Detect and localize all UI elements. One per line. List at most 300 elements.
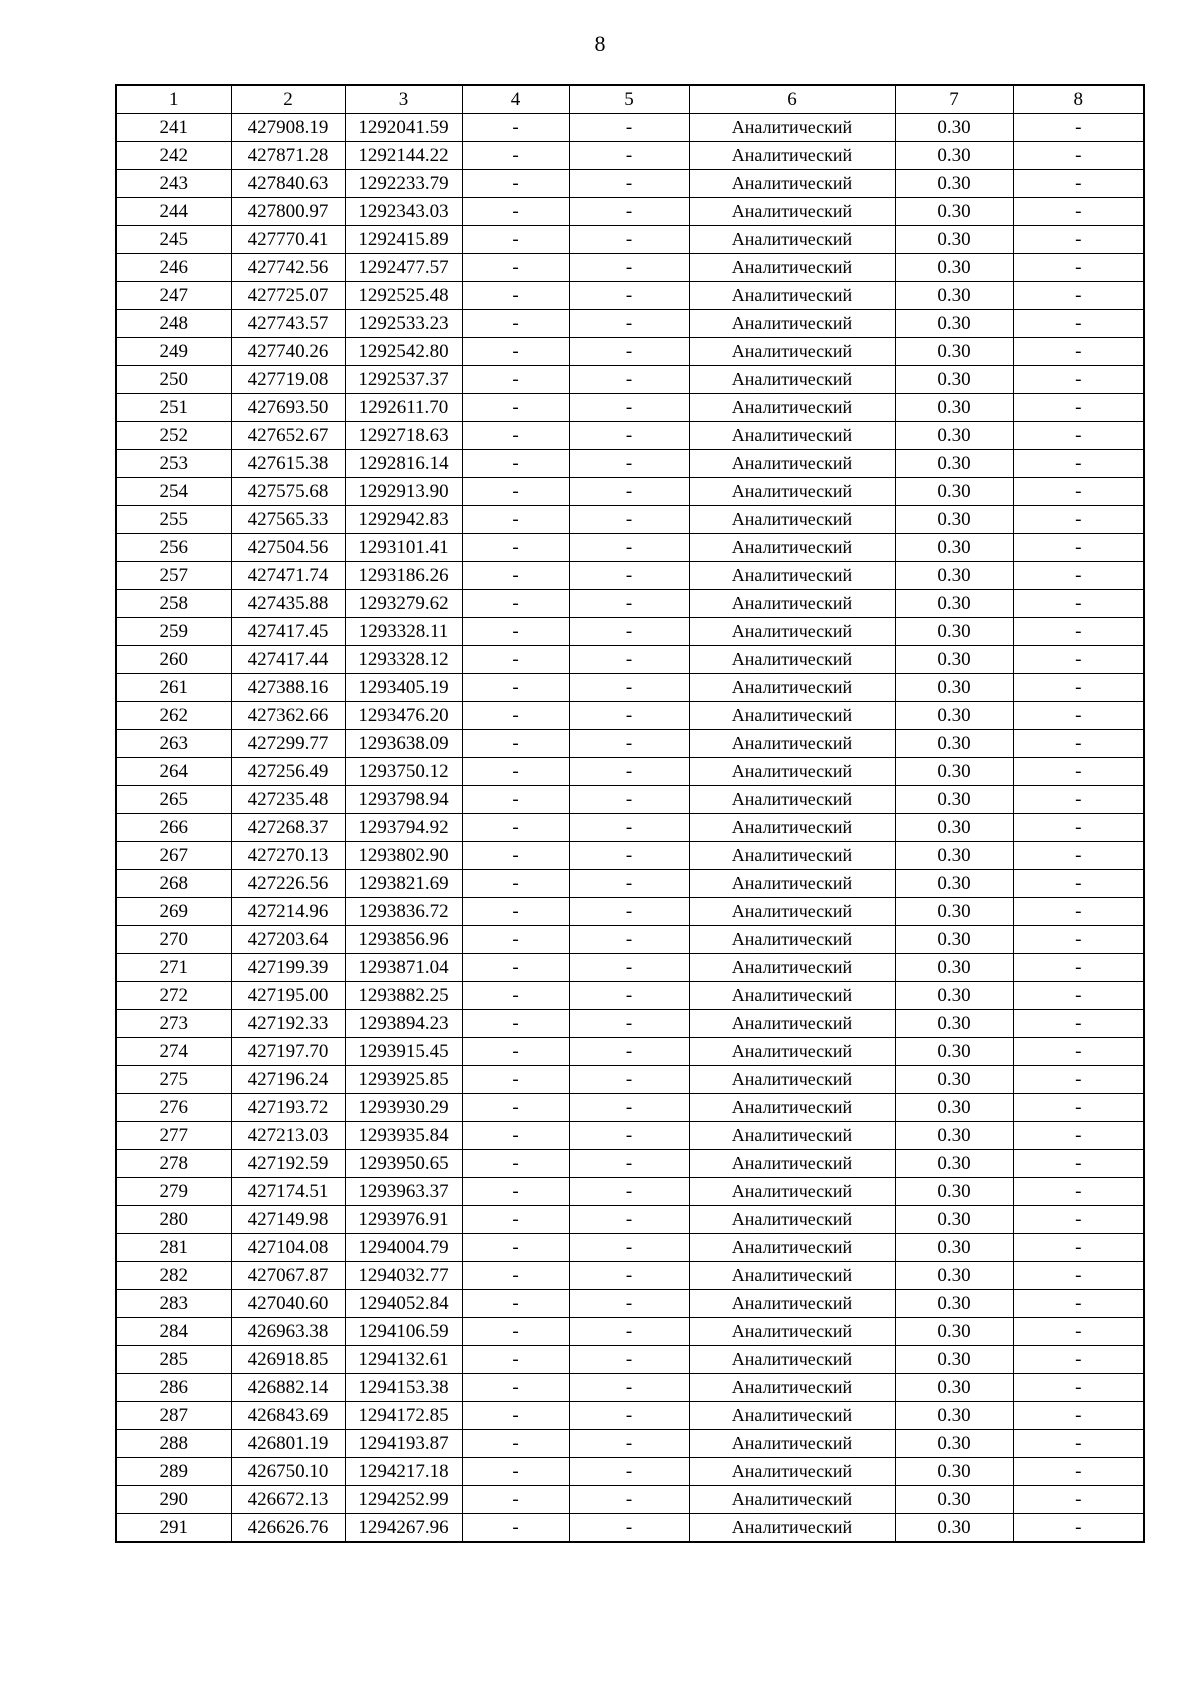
col8-cell: - xyxy=(1013,534,1144,562)
x-coordinate-cell: 427417.44 xyxy=(231,646,345,674)
col4-cell: - xyxy=(462,198,569,226)
x-coordinate-cell: 427693.50 xyxy=(231,394,345,422)
x-coordinate-cell: 427908.19 xyxy=(231,114,345,142)
col8-cell: - xyxy=(1013,618,1144,646)
y-coordinate-cell: 1293328.12 xyxy=(345,646,462,674)
y-coordinate-cell: 1293279.62 xyxy=(345,590,462,618)
point-number-cell: 273 xyxy=(116,1010,231,1038)
method-cell: Аналитический xyxy=(689,926,895,954)
accuracy-cell: 0.30 xyxy=(895,282,1013,310)
col5-cell: - xyxy=(569,926,689,954)
accuracy-cell: 0.30 xyxy=(895,1234,1013,1262)
accuracy-cell: 0.30 xyxy=(895,758,1013,786)
method-cell: Аналитический xyxy=(689,1514,895,1543)
col4-cell: - xyxy=(462,1206,569,1234)
y-coordinate-cell: 1294172.85 xyxy=(345,1402,462,1430)
point-number-cell: 277 xyxy=(116,1122,231,1150)
col4-cell: - xyxy=(462,1486,569,1514)
y-coordinate-cell: 1293794.92 xyxy=(345,814,462,842)
y-coordinate-cell: 1294132.61 xyxy=(345,1346,462,1374)
col5-cell: - xyxy=(569,422,689,450)
x-coordinate-cell: 426963.38 xyxy=(231,1318,345,1346)
y-coordinate-cell: 1292533.23 xyxy=(345,310,462,338)
col8-cell: - xyxy=(1013,1234,1144,1262)
y-coordinate-cell: 1292477.57 xyxy=(345,254,462,282)
col5-cell: - xyxy=(569,898,689,926)
col8-cell: - xyxy=(1013,814,1144,842)
table-row xyxy=(116,450,1144,478)
table-row xyxy=(116,870,1144,898)
method-cell: Аналитический xyxy=(689,730,895,758)
table-row xyxy=(116,1458,1144,1486)
x-coordinate-cell: 427615.38 xyxy=(231,450,345,478)
y-coordinate-cell: 1293186.26 xyxy=(345,562,462,590)
point-number-cell: 261 xyxy=(116,674,231,702)
x-coordinate-cell: 427214.96 xyxy=(231,898,345,926)
col5-cell: - xyxy=(569,282,689,310)
x-coordinate-cell: 427652.67 xyxy=(231,422,345,450)
col5-cell: - xyxy=(569,702,689,730)
x-coordinate-cell: 427104.08 xyxy=(231,1234,345,1262)
table-row xyxy=(116,786,1144,814)
col8-cell: - xyxy=(1013,842,1144,870)
table-row xyxy=(116,1066,1144,1094)
col8-cell: - xyxy=(1013,114,1144,142)
col5-cell: - xyxy=(569,1066,689,1094)
x-coordinate-cell: 426626.76 xyxy=(231,1514,345,1543)
header-cell: 8 xyxy=(1013,85,1144,114)
col5-cell: - xyxy=(569,114,689,142)
col4-cell: - xyxy=(462,170,569,198)
y-coordinate-cell: 1293856.96 xyxy=(345,926,462,954)
col8-cell: - xyxy=(1013,646,1144,674)
table-row xyxy=(116,310,1144,338)
accuracy-cell: 0.30 xyxy=(895,1430,1013,1458)
point-number-cell: 241 xyxy=(116,114,231,142)
col8-cell: - xyxy=(1013,142,1144,170)
y-coordinate-cell: 1293101.41 xyxy=(345,534,462,562)
x-coordinate-cell: 427840.63 xyxy=(231,170,345,198)
col4-cell: - xyxy=(462,1178,569,1206)
method-cell: Аналитический xyxy=(689,226,895,254)
col5-cell: - xyxy=(569,870,689,898)
col4-cell: - xyxy=(462,786,569,814)
col4-cell: - xyxy=(462,870,569,898)
accuracy-cell: 0.30 xyxy=(895,1346,1013,1374)
col8-cell: - xyxy=(1013,226,1144,254)
method-cell: Аналитический xyxy=(689,114,895,142)
header-cell: 4 xyxy=(462,85,569,114)
col4-cell: - xyxy=(462,1290,569,1318)
col5-cell: - xyxy=(569,450,689,478)
col8-cell: - xyxy=(1013,870,1144,898)
x-coordinate-cell: 427203.64 xyxy=(231,926,345,954)
accuracy-cell: 0.30 xyxy=(895,394,1013,422)
accuracy-cell: 0.30 xyxy=(895,1010,1013,1038)
accuracy-cell: 0.30 xyxy=(895,646,1013,674)
y-coordinate-cell: 1293963.37 xyxy=(345,1178,462,1206)
col5-cell: - xyxy=(569,1458,689,1486)
col4-cell: - xyxy=(462,898,569,926)
col8-cell: - xyxy=(1013,394,1144,422)
col4-cell: - xyxy=(462,590,569,618)
col4-cell: - xyxy=(462,1038,569,1066)
col8-cell: - xyxy=(1013,1430,1144,1458)
col5-cell: - xyxy=(569,1206,689,1234)
method-cell: Аналитический xyxy=(689,870,895,898)
accuracy-cell: 0.30 xyxy=(895,1374,1013,1402)
x-coordinate-cell: 426801.19 xyxy=(231,1430,345,1458)
x-coordinate-cell: 427740.26 xyxy=(231,338,345,366)
point-number-cell: 280 xyxy=(116,1206,231,1234)
accuracy-cell: 0.30 xyxy=(895,702,1013,730)
col4-cell: - xyxy=(462,534,569,562)
method-cell: Аналитический xyxy=(689,478,895,506)
accuracy-cell: 0.30 xyxy=(895,898,1013,926)
y-coordinate-cell: 1293976.91 xyxy=(345,1206,462,1234)
method-cell: Аналитический xyxy=(689,422,895,450)
col8-cell: - xyxy=(1013,1402,1144,1430)
accuracy-cell: 0.30 xyxy=(895,1066,1013,1094)
accuracy-cell: 0.30 xyxy=(895,814,1013,842)
table-row xyxy=(116,1402,1144,1430)
point-number-cell: 278 xyxy=(116,1150,231,1178)
point-number-cell: 272 xyxy=(116,982,231,1010)
table-row xyxy=(116,506,1144,534)
table-row xyxy=(116,1206,1144,1234)
col5-cell: - xyxy=(569,506,689,534)
col4-cell: - xyxy=(462,646,569,674)
method-cell: Аналитический xyxy=(689,1262,895,1290)
table-row xyxy=(116,674,1144,702)
method-cell: Аналитический xyxy=(689,534,895,562)
method-cell: Аналитический xyxy=(689,1150,895,1178)
table-row xyxy=(116,590,1144,618)
header-row xyxy=(116,85,1144,114)
point-number-cell: 288 xyxy=(116,1430,231,1458)
x-coordinate-cell: 427199.39 xyxy=(231,954,345,982)
point-number-cell: 279 xyxy=(116,1178,231,1206)
accuracy-cell: 0.30 xyxy=(895,562,1013,590)
y-coordinate-cell: 1292415.89 xyxy=(345,226,462,254)
method-cell: Аналитический xyxy=(689,338,895,366)
col4-cell: - xyxy=(462,842,569,870)
point-number-cell: 246 xyxy=(116,254,231,282)
point-number-cell: 253 xyxy=(116,450,231,478)
col8-cell: - xyxy=(1013,898,1144,926)
accuracy-cell: 0.30 xyxy=(895,1290,1013,1318)
y-coordinate-cell: 1293930.29 xyxy=(345,1094,462,1122)
x-coordinate-cell: 427196.24 xyxy=(231,1066,345,1094)
y-coordinate-cell: 1293894.23 xyxy=(345,1010,462,1038)
y-coordinate-cell: 1293836.72 xyxy=(345,898,462,926)
col8-cell: - xyxy=(1013,506,1144,534)
accuracy-cell: 0.30 xyxy=(895,114,1013,142)
accuracy-cell: 0.30 xyxy=(895,1318,1013,1346)
col5-cell: - xyxy=(569,1402,689,1430)
col4-cell: - xyxy=(462,1458,569,1486)
method-cell: Аналитический xyxy=(689,1206,895,1234)
table-row xyxy=(116,618,1144,646)
col5-cell: - xyxy=(569,590,689,618)
col8-cell: - xyxy=(1013,1486,1144,1514)
x-coordinate-cell: 427471.74 xyxy=(231,562,345,590)
method-cell: Аналитический xyxy=(689,646,895,674)
y-coordinate-cell: 1292611.70 xyxy=(345,394,462,422)
col8-cell: - xyxy=(1013,786,1144,814)
method-cell: Аналитический xyxy=(689,954,895,982)
col8-cell: - xyxy=(1013,702,1144,730)
method-cell: Аналитический xyxy=(689,1234,895,1262)
method-cell: Аналитический xyxy=(689,1458,895,1486)
header-cell: 1 xyxy=(116,85,231,114)
col4-cell: - xyxy=(462,702,569,730)
col5-cell: - xyxy=(569,534,689,562)
x-coordinate-cell: 427770.41 xyxy=(231,226,345,254)
col4-cell: - xyxy=(462,338,569,366)
col5-cell: - xyxy=(569,1150,689,1178)
col8-cell: - xyxy=(1013,590,1144,618)
x-coordinate-cell: 427270.13 xyxy=(231,842,345,870)
x-coordinate-cell: 426750.10 xyxy=(231,1458,345,1486)
method-cell: Аналитический xyxy=(689,1430,895,1458)
accuracy-cell: 0.30 xyxy=(895,1486,1013,1514)
x-coordinate-cell: 426918.85 xyxy=(231,1346,345,1374)
method-cell: Аналитический xyxy=(689,1318,895,1346)
table-row xyxy=(116,1290,1144,1318)
method-cell: Аналитический xyxy=(689,1346,895,1374)
col5-cell: - xyxy=(569,618,689,646)
x-coordinate-cell: 427235.48 xyxy=(231,786,345,814)
col4-cell: - xyxy=(462,450,569,478)
table-row xyxy=(116,198,1144,226)
col5-cell: - xyxy=(569,394,689,422)
col8-cell: - xyxy=(1013,422,1144,450)
y-coordinate-cell: 1293638.09 xyxy=(345,730,462,758)
x-coordinate-cell: 427871.28 xyxy=(231,142,345,170)
header-cell: 3 xyxy=(345,85,462,114)
x-coordinate-cell: 427299.77 xyxy=(231,730,345,758)
x-coordinate-cell: 427149.98 xyxy=(231,1206,345,1234)
col8-cell: - xyxy=(1013,1290,1144,1318)
col8-cell: - xyxy=(1013,758,1144,786)
page-number: 8 xyxy=(594,31,606,56)
table-row xyxy=(116,926,1144,954)
point-number-cell: 274 xyxy=(116,1038,231,1066)
table-row xyxy=(116,1178,1144,1206)
table-row xyxy=(116,366,1144,394)
col5-cell: - xyxy=(569,254,689,282)
col5-cell: - xyxy=(569,338,689,366)
col5-cell: - xyxy=(569,842,689,870)
point-number-cell: 267 xyxy=(116,842,231,870)
y-coordinate-cell: 1293915.45 xyxy=(345,1038,462,1066)
y-coordinate-cell: 1292343.03 xyxy=(345,198,462,226)
col8-cell: - xyxy=(1013,730,1144,758)
table-row xyxy=(116,562,1144,590)
point-number-cell: 245 xyxy=(116,226,231,254)
col5-cell: - xyxy=(569,1514,689,1543)
method-cell: Аналитический xyxy=(689,1010,895,1038)
table-row xyxy=(116,226,1144,254)
accuracy-cell: 0.30 xyxy=(895,590,1013,618)
y-coordinate-cell: 1294052.84 xyxy=(345,1290,462,1318)
col5-cell: - xyxy=(569,814,689,842)
accuracy-cell: 0.30 xyxy=(895,1094,1013,1122)
y-coordinate-cell: 1293328.11 xyxy=(345,618,462,646)
accuracy-cell: 0.30 xyxy=(895,506,1013,534)
accuracy-cell: 0.30 xyxy=(895,1038,1013,1066)
accuracy-cell: 0.30 xyxy=(895,422,1013,450)
col4-cell: - xyxy=(462,562,569,590)
col5-cell: - xyxy=(569,310,689,338)
col5-cell: - xyxy=(569,1374,689,1402)
col5-cell: - xyxy=(569,478,689,506)
y-coordinate-cell: 1294217.18 xyxy=(345,1458,462,1486)
table-row xyxy=(116,982,1144,1010)
x-coordinate-cell: 427742.56 xyxy=(231,254,345,282)
col5-cell: - xyxy=(569,1010,689,1038)
y-coordinate-cell: 1293802.90 xyxy=(345,842,462,870)
col8-cell: - xyxy=(1013,982,1144,1010)
col8-cell: - xyxy=(1013,1206,1144,1234)
x-coordinate-cell: 427268.37 xyxy=(231,814,345,842)
table-row xyxy=(116,1150,1144,1178)
accuracy-cell: 0.30 xyxy=(895,1206,1013,1234)
table-row xyxy=(116,646,1144,674)
accuracy-cell: 0.30 xyxy=(895,842,1013,870)
accuracy-cell: 0.30 xyxy=(895,170,1013,198)
x-coordinate-cell: 427417.45 xyxy=(231,618,345,646)
accuracy-cell: 0.30 xyxy=(895,1458,1013,1486)
point-number-cell: 276 xyxy=(116,1094,231,1122)
x-coordinate-cell: 427435.88 xyxy=(231,590,345,618)
point-number-cell: 242 xyxy=(116,142,231,170)
col5-cell: - xyxy=(569,1094,689,1122)
point-number-cell: 249 xyxy=(116,338,231,366)
point-number-cell: 255 xyxy=(116,506,231,534)
method-cell: Аналитический xyxy=(689,674,895,702)
x-coordinate-cell: 427565.33 xyxy=(231,506,345,534)
table-row xyxy=(116,534,1144,562)
table-row xyxy=(116,422,1144,450)
col4-cell: - xyxy=(462,282,569,310)
point-number-cell: 260 xyxy=(116,646,231,674)
y-coordinate-cell: 1293405.19 xyxy=(345,674,462,702)
table-row xyxy=(116,338,1144,366)
x-coordinate-cell: 427800.97 xyxy=(231,198,345,226)
y-coordinate-cell: 1292542.80 xyxy=(345,338,462,366)
point-number-cell: 265 xyxy=(116,786,231,814)
col8-cell: - xyxy=(1013,1150,1144,1178)
table-row xyxy=(116,478,1144,506)
col4-cell: - xyxy=(462,618,569,646)
col8-cell: - xyxy=(1013,1178,1144,1206)
col8-cell: - xyxy=(1013,926,1144,954)
method-cell: Аналитический xyxy=(689,814,895,842)
x-coordinate-cell: 427256.49 xyxy=(231,758,345,786)
accuracy-cell: 0.30 xyxy=(895,730,1013,758)
col4-cell: - xyxy=(462,1430,569,1458)
point-number-cell: 289 xyxy=(116,1458,231,1486)
col4-cell: - xyxy=(462,926,569,954)
y-coordinate-cell: 1292144.22 xyxy=(345,142,462,170)
y-coordinate-cell: 1294252.99 xyxy=(345,1486,462,1514)
col5-cell: - xyxy=(569,1178,689,1206)
method-cell: Аналитический xyxy=(689,170,895,198)
accuracy-cell: 0.30 xyxy=(895,786,1013,814)
col8-cell: - xyxy=(1013,366,1144,394)
table-row xyxy=(116,170,1144,198)
col4-cell: - xyxy=(462,1150,569,1178)
coordinates-table xyxy=(115,84,1145,1543)
col5-cell: - xyxy=(569,1234,689,1262)
accuracy-cell: 0.30 xyxy=(895,1122,1013,1150)
col4-cell: - xyxy=(462,478,569,506)
y-coordinate-cell: 1293882.25 xyxy=(345,982,462,1010)
table-row xyxy=(116,898,1144,926)
col5-cell: - xyxy=(569,198,689,226)
table-row xyxy=(116,254,1144,282)
x-coordinate-cell: 427040.60 xyxy=(231,1290,345,1318)
x-coordinate-cell: 427213.03 xyxy=(231,1122,345,1150)
point-number-cell: 282 xyxy=(116,1262,231,1290)
x-coordinate-cell: 426672.13 xyxy=(231,1486,345,1514)
y-coordinate-cell: 1294106.59 xyxy=(345,1318,462,1346)
col5-cell: - xyxy=(569,786,689,814)
method-cell: Аналитический xyxy=(689,1178,895,1206)
y-coordinate-cell: 1294153.38 xyxy=(345,1374,462,1402)
col8-cell: - xyxy=(1013,282,1144,310)
header-cell: 7 xyxy=(895,85,1013,114)
col8-cell: - xyxy=(1013,1262,1144,1290)
point-number-cell: 283 xyxy=(116,1290,231,1318)
x-coordinate-cell: 427067.87 xyxy=(231,1262,345,1290)
col4-cell: - xyxy=(462,1122,569,1150)
col8-cell: - xyxy=(1013,254,1144,282)
y-coordinate-cell: 1294032.77 xyxy=(345,1262,462,1290)
col8-cell: - xyxy=(1013,338,1144,366)
col5-cell: - xyxy=(569,646,689,674)
point-number-cell: 269 xyxy=(116,898,231,926)
table-row xyxy=(116,1010,1144,1038)
method-cell: Аналитический xyxy=(689,450,895,478)
col8-cell: - xyxy=(1013,1066,1144,1094)
point-number-cell: 284 xyxy=(116,1318,231,1346)
x-coordinate-cell: 427388.16 xyxy=(231,674,345,702)
accuracy-cell: 0.30 xyxy=(895,1514,1013,1543)
method-cell: Аналитический xyxy=(689,1122,895,1150)
accuracy-cell: 0.30 xyxy=(895,618,1013,646)
x-coordinate-cell: 427197.70 xyxy=(231,1038,345,1066)
method-cell: Аналитический xyxy=(689,142,895,170)
accuracy-cell: 0.30 xyxy=(895,982,1013,1010)
y-coordinate-cell: 1294267.96 xyxy=(345,1514,462,1543)
col4-cell: - xyxy=(462,1374,569,1402)
col8-cell: - xyxy=(1013,954,1144,982)
point-number-cell: 259 xyxy=(116,618,231,646)
table-row xyxy=(116,1038,1144,1066)
col4-cell: - xyxy=(462,114,569,142)
table-row xyxy=(116,702,1144,730)
col5-cell: - xyxy=(569,1290,689,1318)
col5-cell: - xyxy=(569,1038,689,1066)
method-cell: Аналитический xyxy=(689,1402,895,1430)
table-row xyxy=(116,758,1144,786)
accuracy-cell: 0.30 xyxy=(895,478,1013,506)
point-number-cell: 270 xyxy=(116,926,231,954)
table-row xyxy=(116,954,1144,982)
